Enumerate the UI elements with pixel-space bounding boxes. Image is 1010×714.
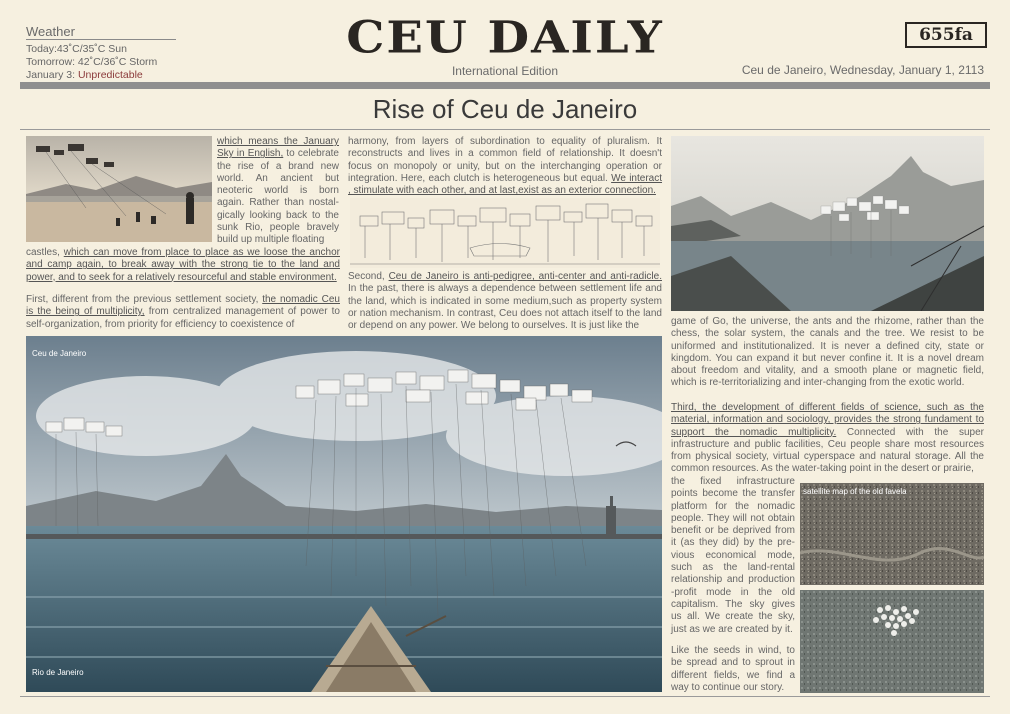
col3-para4 — [671, 645, 795, 695]
main-caption-top: Ceu de Janeiro — [32, 349, 87, 358]
weather-jan3 — [26, 69, 143, 81]
col2-underline-2: Ceu de Janeiro is anti-pedigree, anti-center and anti-radicle. — [388, 271, 662, 282]
seeds-illustration — [800, 590, 984, 693]
col1-text-1: to celebrate the rise of a brand new world. An ancient but neoteric world is born again. Rather than nostal-gically looking back to the sunk Rio, people bravely build up multiple floating — [217, 148, 339, 246]
col1-underline-4: the nomadic Ceu is the being of multiplicity, — [26, 294, 340, 318]
col2-para2 — [348, 271, 662, 333]
col1-underline-1: which means the January — [217, 136, 339, 147]
weather-divider — [26, 39, 176, 40]
masthead-title: CEU DAILY — [346, 12, 664, 64]
col1-text-3: First, different from the previous settlement society, — [26, 294, 263, 305]
col3-para2 — [671, 402, 984, 477]
masthead-bar — [20, 82, 990, 89]
col1-para2 — [26, 294, 340, 332]
satellite-illustration — [800, 483, 984, 585]
mountain-image — [671, 136, 984, 311]
weather-title: Weather — [26, 24, 75, 39]
seeds-image — [800, 590, 984, 693]
sketch-illustration — [350, 198, 660, 268]
beach-illustration — [26, 136, 212, 242]
edition-label: International Edition — [451, 64, 559, 78]
col2-text-2: Second, — [348, 271, 389, 282]
mountain-illustration — [671, 136, 984, 311]
main-image — [26, 336, 662, 692]
col2-text-1: harmony, from layers of subordination to equality of pluralism. It reconstructs and lives in a common field of relationship. It doesn't focus on monopoly or unity, but on the interchanging operation or integration. Here, each clutch is heterogeneous but equal. — [348, 136, 662, 184]
col3-text-4: Like the seeds in wind, to be spread and to sprout in different fields, we find a way to continue our story. — [671, 645, 795, 693]
col3-para1 — [671, 316, 984, 392]
weather-tomorrow: Tomorrow: 42˚C/36˚C Storm — [26, 56, 158, 68]
col3-text-3: the fixed infrastructure points become the transfer platform for the nomadic people. They will not obtain benefit or be deprived from it (as they did) by the pre-vious economical mode, such as the land-rental relationship and production -profit mode in the old capitalism. The sky gives us all. We create the sky, just as we are created by it. — [671, 476, 795, 635]
dateline: Ceu de Janeiro, Wednesday, January 1, 2113 — [741, 63, 984, 77]
col1-text-4: from centralized management of power to self-organization, from priority for efficiency to coexistence of — [26, 306, 340, 330]
issue-badge: 655fa — [905, 22, 987, 48]
main-caption-bottom: Rio de Janeiro — [32, 668, 84, 677]
col3-para3 — [671, 476, 795, 636]
col3-text-2: Connected with the super infrastructure and public facilities, Ceu people share most resources from physical society, virtual cyperspace and natural storage. All the common resources. As the water-taking point in the desert or prairie, — [671, 426, 984, 475]
main-illustration — [26, 336, 662, 692]
col1-underline-2: Sky in English, — [217, 148, 284, 160]
headline: Rise of Ceu de Janeiro — [372, 94, 638, 124]
col2-underline-1: We interact , stimulate with each other, and at last,exist as an exterior connection. — [348, 172, 663, 197]
weather-jan3-label: January 3: — [26, 69, 78, 81]
weather-jan3-value: Unpredictable — [77, 69, 143, 81]
col3-text-1: game of Go, the universe, the ants and the rhizome, rather than the chess, the solar system, the canals and the tree. We resist to be uniformed and institutionalized. It is never a defined city, state or kingdom. You can expand it but never confine it. It is a novel dream about freedom and vitality, and a smooth plane or magnetic field, which is re-territorializing and inter-changing from the exotic world. — [671, 316, 984, 389]
col1-text-2: castles, — [26, 247, 64, 258]
sketch-image — [350, 198, 660, 268]
col2-text-3: In the past, there is always a dependence between settlement life and the land, which is indicated in some medium,such as property system or nation mechanism. In contrast, Ceu does not attach itself to the land or depend on any power. We belong to ourselves. It is just like the — [348, 283, 662, 332]
beach-image — [26, 136, 212, 242]
satellite-caption: satellite map of the old favela — [803, 487, 907, 496]
headline-rule — [20, 129, 990, 130]
satellite-image — [800, 483, 984, 585]
col1-para1 — [217, 136, 339, 246]
col1-underline-3: which can move from place to place as we loose the anchor and camp again, to break away with the strong tie to the land and power, and to seek for a relatively resourceful and stable environment. — [26, 247, 340, 283]
weather-today: Today:43˚C/35˚C Sun — [26, 43, 127, 55]
col1-para1-cont — [26, 247, 340, 285]
col2-para1 — [348, 136, 662, 198]
col3-underline-1: Third, the development of different fields of science, such as the material, information and sociology, provides the strong fundament to support the nomadic multiplicity. — [671, 402, 984, 438]
footer-rule — [20, 696, 990, 697]
